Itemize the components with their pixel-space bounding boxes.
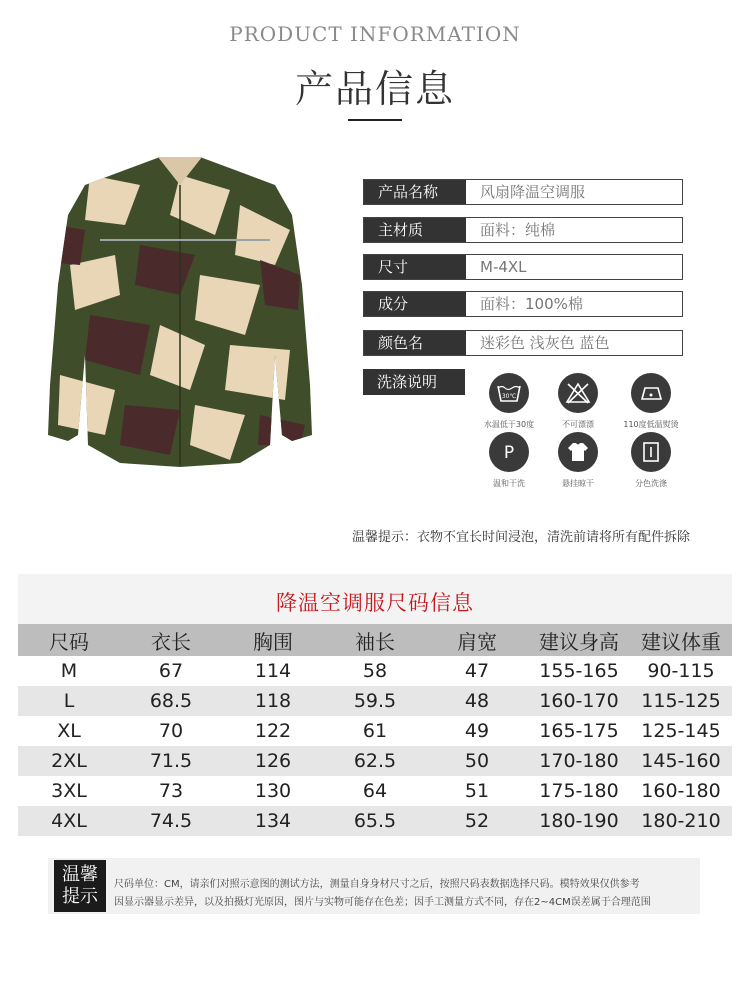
info-value: 风扇降温空调服 (480, 183, 586, 201)
section-title-chinese: 产品信息 (294, 67, 455, 111)
info-row-composition (363, 291, 683, 317)
cell-shoulder: 51 (426, 776, 528, 806)
section-title-english: PRODUCT INFORMATION (229, 22, 521, 46)
cell-sleeve: 62.5 (324, 746, 426, 776)
cell-size: M (18, 656, 120, 686)
header-length: 衣长 (120, 624, 222, 656)
cell-weight: 145-160 (630, 746, 732, 776)
info-key: 尺寸 (364, 255, 466, 279)
care-item-hang-dry (538, 432, 618, 489)
cell-sleeve: 64 (324, 776, 426, 806)
info-key: 颜色名 (364, 331, 466, 355)
cell-size: 3XL (18, 776, 120, 806)
info-value: 迷彩色 浅灰色 蓝色 (480, 334, 610, 352)
info-row-color (363, 330, 683, 356)
note-line-2: 因显示器显示差异，以及拍摄灯光原因，图片与实物可能存在色差；因手工测量方式不同，存在2~4CM误差属于合理范围 (114, 897, 651, 908)
cell-height: 160-170 (528, 686, 630, 716)
header-size: 尺码 (18, 624, 120, 656)
table-row (18, 686, 732, 716)
size-table (18, 624, 732, 836)
wash-tip: 温馨提示：衣物不宜长时间浸泡，清洗前请将所有配件拆除 (351, 530, 690, 545)
cell-size: XL (18, 716, 120, 746)
cell-height: 170-180 (528, 746, 630, 776)
cell-chest: 130 (222, 776, 324, 806)
info-value: 面料：纯棉 (480, 221, 556, 239)
info-key: 主材质 (364, 218, 466, 242)
cell-chest: 118 (222, 686, 324, 716)
separate-wash-icon (631, 432, 671, 472)
header-shoulder: 肩宽 (426, 624, 528, 656)
cell-shoulder: 47 (426, 656, 528, 686)
note-line-1: 尺码单位：CM，请亲们对照示意图的测试方法，测量自身身材尺寸之后，按照尺码表数据选择尺码。模特效果仅供参考 (114, 879, 640, 890)
cell-length: 73 (120, 776, 222, 806)
cell-weight: 115-125 (630, 686, 732, 716)
info-row-product-name (363, 179, 683, 205)
info-key: 产品名称 (364, 180, 466, 204)
cell-chest: 134 (222, 806, 324, 836)
table-row (18, 716, 732, 746)
cell-shoulder: 52 (426, 806, 528, 836)
cell-shoulder: 49 (426, 716, 528, 746)
hang-dry-icon (558, 432, 598, 472)
care-item-no-bleach (538, 373, 618, 430)
cell-sleeve: 58 (324, 656, 426, 686)
cell-chest: 114 (222, 656, 324, 686)
header-weight: 建议体重 (630, 624, 732, 656)
care-caption: 110度低温熨烫 (623, 420, 679, 429)
cell-chest: 126 (222, 746, 324, 776)
info-row-material (363, 217, 683, 243)
info-value: M-4XL (480, 258, 527, 276)
size-table-header-row (18, 624, 732, 656)
cell-size: L (18, 686, 120, 716)
care-item-dry-clean (469, 432, 549, 489)
cell-sleeve: 59.5 (324, 686, 426, 716)
iron-110-icon (631, 373, 671, 413)
cell-weight: 160-180 (630, 776, 732, 806)
table-row (18, 656, 732, 686)
care-caption: 不可漂漂 (562, 420, 594, 429)
cell-length: 70 (120, 716, 222, 746)
cell-shoulder: 48 (426, 686, 528, 716)
cell-sleeve: 61 (324, 716, 426, 746)
wash-label: 洗涤说明 (363, 369, 465, 395)
cell-weight: 125-145 (630, 716, 732, 746)
svg-text:P: P (503, 443, 515, 463)
note-badge-line2: 提示 (62, 886, 98, 907)
size-table-title: 降温空调服尺码信息 (276, 591, 474, 615)
cell-sleeve: 65.5 (324, 806, 426, 836)
info-value: 面料：100%棉 (480, 295, 583, 313)
header-height: 建议身高 (528, 624, 630, 656)
cell-size: 2XL (18, 746, 120, 776)
care-caption: 分色洗涤 (635, 479, 667, 488)
camouflage-jacket-image (30, 145, 330, 490)
care-caption: 水温低于30度 (483, 420, 535, 429)
svg-text:30℃: 30℃ (501, 393, 517, 400)
care-caption: 温和干洗 (493, 479, 525, 488)
cell-length: 71.5 (120, 746, 222, 776)
table-row (18, 806, 732, 836)
cell-height: 155-165 (528, 656, 630, 686)
table-row (18, 776, 732, 806)
cell-chest: 122 (222, 716, 324, 746)
title-underline (348, 119, 402, 121)
dry-clean-p-icon (489, 432, 529, 472)
cell-shoulder: 50 (426, 746, 528, 776)
cell-size: 4XL (18, 806, 120, 836)
cell-height: 165-175 (528, 716, 630, 746)
care-item-iron-110 (611, 373, 691, 430)
no-bleach-icon (558, 373, 598, 413)
table-row (18, 746, 732, 776)
header-sleeve: 袖长 (324, 624, 426, 656)
note-badge (54, 860, 106, 912)
care-item-wash-30 (469, 373, 549, 430)
note-badge-line1: 温馨 (62, 864, 98, 885)
header-chest: 胸围 (222, 624, 324, 656)
info-row-size (363, 254, 683, 280)
cell-weight: 90-115 (630, 656, 732, 686)
cell-height: 175-180 (528, 776, 630, 806)
cell-weight: 180-210 (630, 806, 732, 836)
care-item-separate-wash (611, 432, 691, 489)
care-caption: 悬挂晾干 (562, 479, 594, 488)
cell-length: 67 (120, 656, 222, 686)
cell-length: 68.5 (120, 686, 222, 716)
cell-height: 180-190 (528, 806, 630, 836)
cell-length: 74.5 (120, 806, 222, 836)
info-key: 成分 (364, 292, 466, 316)
wash-30-icon (489, 373, 529, 413)
